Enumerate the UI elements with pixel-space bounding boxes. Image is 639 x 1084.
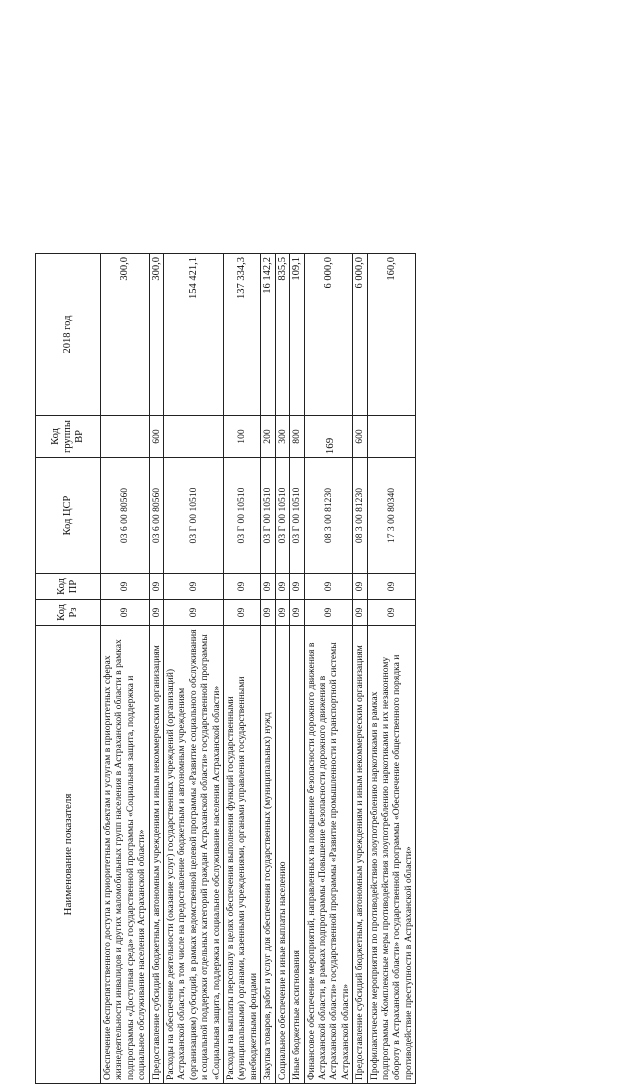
vr-code-cell bbox=[304, 416, 353, 458]
rz-code-cell: 09 bbox=[353, 600, 367, 626]
vr-code-cell bbox=[101, 416, 150, 458]
indicator-name-cell: Расходы на выплаты персоналу в целях обеспечения выполнения функций государственными (муниципальными) органами, казенными учреждениями, органами управления государственными внебюджетными фондами bbox=[224, 626, 261, 1084]
indicator-name-cell: Финансовое обеспечение мероприятий, направленных на повышение безопасности дорожного движения в Астраханской области, в рамках подпрограммы «Повышение безопасности дорожного движения в Астраханской области» государственной программы «Развитие промышленности и транспортной системы Астраханской области» bbox=[304, 626, 353, 1084]
amount-2018-cell: 300,0 bbox=[101, 254, 150, 416]
table-header-row bbox=[36, 254, 101, 1084]
amount-2018-cell: 154 421,1 bbox=[164, 254, 224, 416]
vr-code-cell: 100 bbox=[224, 416, 261, 458]
rz-code-cell: 09 bbox=[290, 600, 304, 626]
pr-code-cell: 09 bbox=[304, 574, 353, 600]
header-vr-group-code: Код группы ВР bbox=[36, 416, 101, 458]
pr-code-cell: 09 bbox=[275, 574, 289, 600]
vr-code-cell: 300 bbox=[275, 416, 289, 458]
pr-code-cell: 09 bbox=[353, 574, 367, 600]
vr-code-cell: 200 bbox=[261, 416, 275, 458]
rz-code-cell: 09 bbox=[261, 600, 275, 626]
amount-2018-cell: 16 142,2 bbox=[261, 254, 275, 416]
indicator-name-cell: Профилактические мероприятия по противодействию злоупотреблению наркотиками в рамках подпрограммы «Комплексные меры противодействия злоупотреблению наркотиками и их незаконному обороту в Астраханской области» государственной программы «Обеспечение общественного порядка и противодействие преступности в Астраханской области» bbox=[367, 626, 416, 1084]
header-csr-code: Код ЦСР bbox=[36, 458, 101, 574]
header-indicator-name: Наименование показателя bbox=[36, 626, 101, 1084]
rz-code-cell: 09 bbox=[304, 600, 353, 626]
indicator-name-cell: Предоставление субсидий бюджетным, автономным учреждениям и иным некоммерческим организациям bbox=[353, 626, 367, 1084]
vr-code-cell: 800 bbox=[290, 416, 304, 458]
vr-code-cell bbox=[164, 416, 224, 458]
rz-code-cell: 09 bbox=[149, 600, 163, 626]
table-body bbox=[101, 254, 416, 1084]
table-row bbox=[367, 254, 416, 1084]
amount-2018-cell: 6 000,0 bbox=[304, 254, 353, 416]
amount-2018-cell: 160,0 bbox=[367, 254, 416, 416]
csr-code-cell: 03 Г 00 10510 bbox=[275, 458, 289, 574]
csr-code-cell: 03 6 00 80560 bbox=[149, 458, 163, 574]
table-row bbox=[304, 254, 353, 1084]
pr-code-cell: 09 bbox=[290, 574, 304, 600]
csr-code-cell: 03 Г 00 10510 bbox=[224, 458, 261, 574]
indicator-name-cell: Обеспечение беспрепятственного доступа к приоритетным объектам и услугам в приоритетных сферах жизнедеятельности инвалидов и других маломобильных групп населения в Астраханской области в рамках подпрограммы «Доступная среда» государственной программы «Социальная защита, поддержка и социальное обслуживание населения Астраханской области» bbox=[101, 626, 150, 1084]
table-row bbox=[261, 254, 275, 1084]
indicator-name-cell: Предоставление субсидий бюджетным, автономным учреждениям и иным некоммерческим организациям bbox=[149, 626, 163, 1084]
rz-code-cell: 09 bbox=[224, 600, 261, 626]
table-row bbox=[224, 254, 261, 1084]
vr-code-cell: 600 bbox=[149, 416, 163, 458]
rz-code-cell: 09 bbox=[275, 600, 289, 626]
indicator-name-cell: Закупка товаров, работ и услуг для обеспечения государственных (муниципальных) нужд bbox=[261, 626, 275, 1084]
indicator-name-cell: Расходы на обеспечение деятельности (оказание услуг) государственных учреждений (организаций) Астраханской области, в том числе на предоставление бюджетным и автономным учреждениям (организациям) субсидий, в рамках ведомственной целевой программы «Развитие социального обслуживания и социальной поддержки отдельных категорий граждан Астраханской области» государственной программы «Социальная защита, поддержка и социальное обслуживание населения Астраханской области» bbox=[164, 626, 224, 1084]
csr-code-cell: 08 3 00 81230 bbox=[353, 458, 367, 574]
csr-code-cell: 03 Г 00 10510 bbox=[164, 458, 224, 574]
rz-code-cell: 09 bbox=[101, 600, 150, 626]
csr-code-cell: 17 3 00 80340 bbox=[367, 458, 416, 574]
amount-2018-cell: 109,1 bbox=[290, 254, 304, 416]
csr-code-cell: 03 Г 00 10510 bbox=[261, 458, 275, 574]
pr-code-cell: 09 bbox=[101, 574, 150, 600]
header-year-2018: 2018 год bbox=[36, 254, 101, 416]
header-rz-code: Код Рз bbox=[36, 600, 101, 626]
header-pr-code: Код ПР bbox=[36, 574, 101, 600]
amount-2018-cell: 835,5 bbox=[275, 254, 289, 416]
table-row bbox=[353, 254, 367, 1084]
amount-2018-cell: 300,0 bbox=[149, 254, 163, 416]
pr-code-cell: 09 bbox=[164, 574, 224, 600]
pr-code-cell: 09 bbox=[261, 574, 275, 600]
rotated-page-content bbox=[35, 254, 519, 1084]
csr-code-cell: 03 Г 00 10510 bbox=[290, 458, 304, 574]
table-row bbox=[149, 254, 163, 1084]
indicator-name-cell: Иные бюджетные ассигнования bbox=[290, 626, 304, 1084]
page-number: 169 bbox=[324, 437, 336, 455]
table-row bbox=[164, 254, 224, 1084]
pr-code-cell: 09 bbox=[367, 574, 416, 600]
rz-code-cell: 09 bbox=[367, 600, 416, 626]
table-row bbox=[290, 254, 304, 1084]
vr-code-cell: 600 bbox=[353, 416, 367, 458]
table-row bbox=[101, 254, 150, 1084]
pr-code-cell: 09 bbox=[224, 574, 261, 600]
budget-table bbox=[35, 253, 416, 1084]
rz-code-cell: 09 bbox=[164, 600, 224, 626]
vr-code-cell bbox=[367, 416, 416, 458]
table-row bbox=[275, 254, 289, 1084]
amount-2018-cell: 137 334,3 bbox=[224, 254, 261, 416]
pr-code-cell: 09 bbox=[149, 574, 163, 600]
csr-code-cell: 08 3 00 81230 bbox=[304, 458, 353, 574]
csr-code-cell: 03 6 00 80560 bbox=[101, 458, 150, 574]
amount-2018-cell: 6 000,0 bbox=[353, 254, 367, 416]
indicator-name-cell: Социальное обеспечение и иные выплаты населению bbox=[275, 626, 289, 1084]
